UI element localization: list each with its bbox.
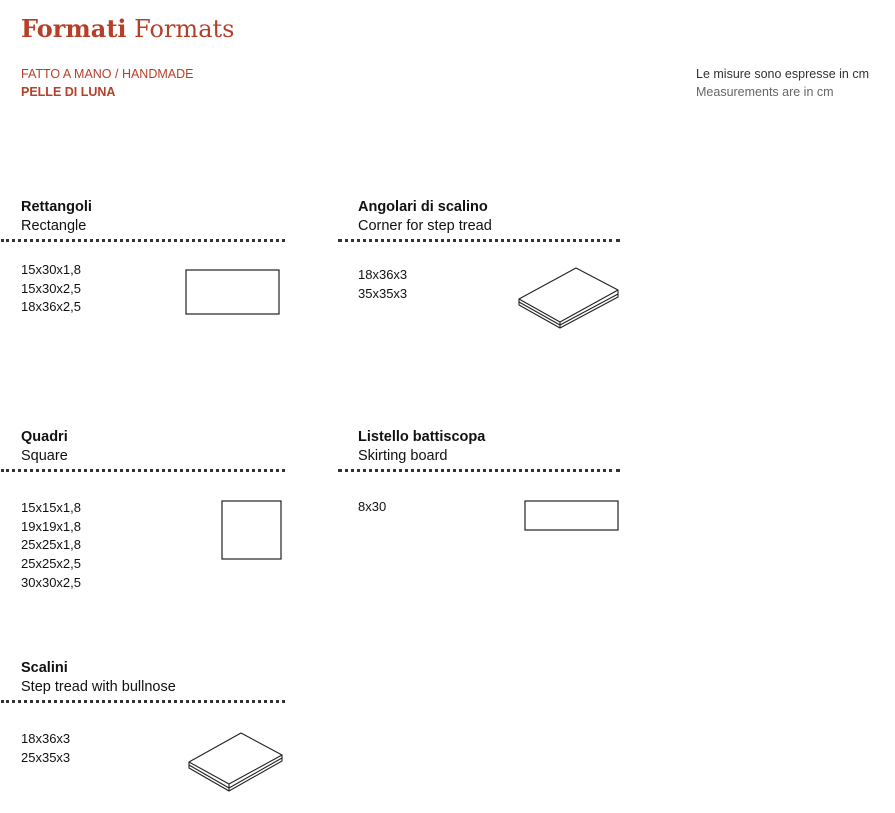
measurement-note-it: Le misure sono espresse in cm [696, 67, 869, 81]
dotted-divider [338, 239, 620, 242]
size-item: 25x25x2,5 [21, 556, 81, 572]
section-title-en: Step tread with bullnose [21, 679, 176, 695]
dotted-divider [1, 700, 285, 703]
size-item: 35x35x3 [358, 285, 408, 301]
section-title-it: Angolari di scalino [358, 199, 488, 215]
size-item: 25x35x3 [21, 749, 71, 765]
size-item: 15x15x1,8 [21, 500, 81, 515]
corner-step-tread-icon [516, 266, 624, 334]
size-item: 18x36x2,5 [21, 299, 81, 315]
section-title-it: Rettangoli [21, 199, 92, 215]
size-item: 18x36x3 [21, 731, 71, 746]
square-tile-icon [221, 500, 285, 562]
size-item: 15x30x2,5 [21, 280, 81, 296]
rectangle-tile-icon [185, 269, 281, 317]
page-title [21, 14, 234, 43]
size-list [21, 730, 70, 767]
dotted-divider [1, 469, 285, 472]
size-item: 25x25x1,8 [21, 537, 81, 553]
size-list [358, 266, 407, 303]
size-list [358, 498, 386, 517]
section-title-it: Scalini [21, 660, 68, 676]
section-title-it: Listello battiscopa [358, 429, 486, 445]
collection-type: FATTO A MANO / HANDMADE [21, 67, 194, 81]
measurement-note-en: Measurements are in cm [696, 85, 834, 99]
collection-name: PELLE DI LUNA [21, 85, 116, 99]
page-title-it: Formati [21, 14, 127, 43]
dotted-divider [338, 469, 620, 472]
size-item: 30x30x2,5 [21, 574, 81, 590]
section-title-en: Rectangle [21, 218, 87, 234]
size-item: 19x19x1,8 [21, 518, 81, 534]
section-title-it: Quadri [21, 429, 68, 445]
section-title-en: Square [21, 448, 68, 464]
skirting-board-icon [524, 500, 620, 532]
size-list [21, 499, 81, 593]
size-item: 18x36x3 [358, 267, 408, 282]
page-title-en: Formats [134, 15, 235, 43]
size-item: 15x30x1,8 [21, 262, 81, 277]
dotted-divider [1, 239, 285, 242]
step-tread-icon [186, 731, 286, 793]
section-title-en: Skirting board [358, 448, 448, 464]
size-list [21, 261, 81, 317]
size-item: 8x30 [358, 499, 387, 514]
section-title-en: Corner for step tread [358, 218, 492, 234]
